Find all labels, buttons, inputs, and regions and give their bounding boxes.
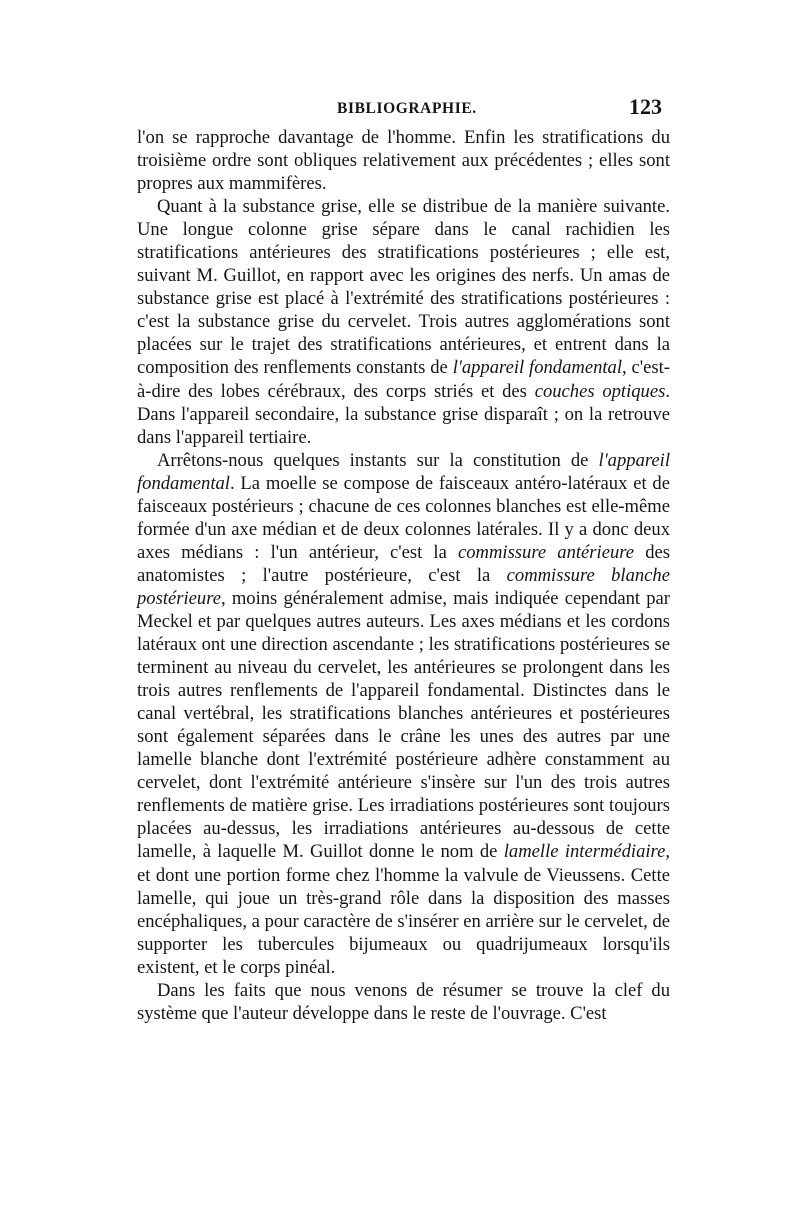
- page-number: 123: [629, 94, 662, 119]
- text-run: Dans les faits que nous venons de résumer se trouve la clef du système que l'auteur développe dans le reste de l'ouvrage. C'est: [137, 979, 670, 1024]
- text-run: , c'est-à-dire des lobes cérébraux, des corps striés et des: [137, 357, 670, 402]
- text-run: Quant à la substance grise, elle se distribue de la manière suivante. Une longue colonne grise sépare dans le canal rachidien les stratifications antérieures des stratifications postérieures ; elle est, suivant M. Guillot, en rapport avec les origines des nerfs. Un amas de substance grise est placé à l'extrémité des stratifications postérieures : c'est la substance grise du cervelet. Trois autres agglomérations sont placées sur le trajet des stratifications antérieures, et entrent dans la composition des renflements constants de: [137, 196, 670, 379]
- text-run: . La moelle se compose de faisceaux antéro-latéraux et de faisceaux postérieurs ; chacune de ces colonnes blanches est elle-même formée d'un axe médian et de deux colonnes latérales. Il y a donc deux axes médians : l'un antérieur, c'est la: [137, 472, 670, 563]
- italic-term: couches optiques: [534, 380, 666, 402]
- italic-term: lamelle intermédiaire: [503, 841, 666, 863]
- text-run: des anatomistes ; l'autre postérieure, c'est la: [137, 541, 671, 586]
- paragraph-3: [137, 449, 670, 979]
- text-run: l'on se rapproche davantage de l'homme. Enfin les stratifications du troisième ordre sont obliques relativement aux précédentes ; elles sont propres aux mammifères.: [137, 127, 670, 195]
- italic-term: commissure blanche postérieure: [137, 564, 670, 609]
- text-run: . Dans l'appareil secondaire, la substance grise disparaît ; on la retrouve dans l'appareil tertiaire.: [137, 380, 670, 448]
- body-text: [137, 126, 670, 1025]
- book-page: [137, 94, 670, 1025]
- paragraph-2: [137, 195, 670, 449]
- italic-term: l'appareil fondamental: [452, 357, 622, 379]
- page-header: [137, 94, 670, 124]
- paragraph-4: [137, 979, 670, 1025]
- text-run: Arrêtons-nous quelques instants sur la constitution de: [157, 449, 599, 471]
- italic-term: commissure antérieure: [458, 541, 635, 563]
- paragraph-1: [137, 126, 670, 195]
- running-title: BIBLIOGRAPHIE.: [337, 100, 477, 117]
- text-run: , et dont une portion forme chez l'homme la valvule de Vieussens. Cette lamelle, qui joue un très-grand rôle dans la disposition des masses encéphaliques, a pour caractère de s'insérer en arrière sur le cervelet, de supporter les tubercules bijumeaux ou quadrijumeaux lorsqu'ils existent, et le corps pinéal.: [137, 841, 671, 978]
- text-run: , moins généralement admise, mais indiquée cependant par Meckel et par quelques autres auteurs. Les axes médians et les cordons latéraux ont une direction ascendante ; les stratifications postérieures se terminent au niveau du cervelet, les antérieures se prolongent dans les trois autres renflements de l'appareil fondamental. Distinctes dans le canal vertébral, les stratifications blanches antérieures et postérieures sont également séparées dans le crâne les unes des autres par une lamelle blanche dont l'extrémité postérieure adhère constamment au cervelet, dont l'extrémité antérieure s'insère sur l'un des trois autres renflements de matière grise. Les irradiations postérieures sont toujours placées au-dessus, les irradiations antérieures au-dessous de cette lamelle, à laquelle M. Guillot donne le nom de: [137, 587, 670, 863]
- italic-term: l'appareil fondamental: [137, 449, 670, 494]
